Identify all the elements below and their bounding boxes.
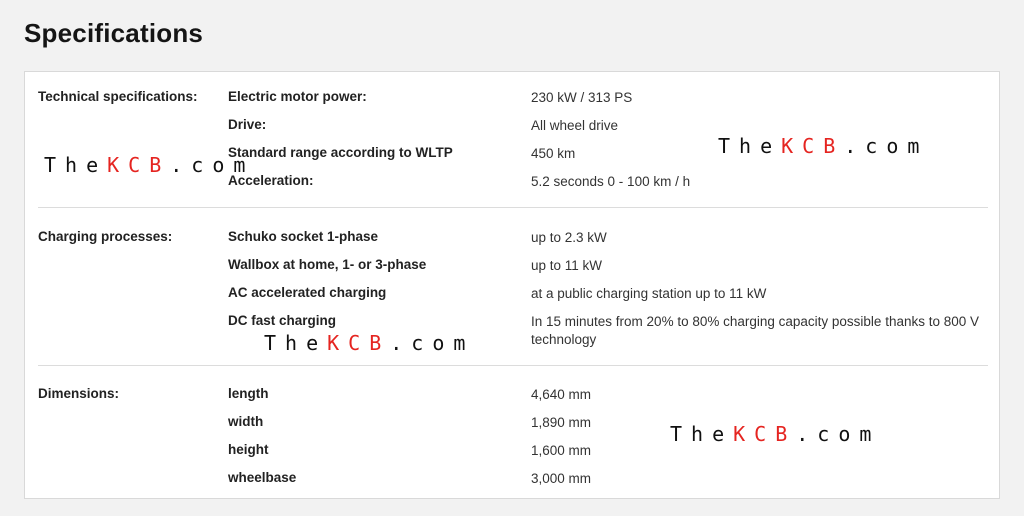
section-label: Technical specifications: <box>38 89 198 104</box>
watermark-text-com: .com <box>796 422 881 446</box>
spec-key: Wallbox at home, 1- or 3-phase <box>228 257 427 272</box>
spec-value: 5.2 seconds 0 - 100 km / h <box>531 174 691 189</box>
spec-key: Acceleration: <box>228 173 314 188</box>
watermark-text-the: The <box>670 422 734 446</box>
spec-key: DC fast charging <box>228 313 337 328</box>
watermark-text-kcb: KCB <box>781 134 845 158</box>
watermark-text-com: .com <box>844 134 929 158</box>
spec-value: at a public charging station up to 11 kW <box>531 286 767 301</box>
spec-key: Drive: <box>228 117 267 132</box>
spec-value: 230 kW / 313 PS <box>531 90 633 105</box>
watermark-text-kcb: KCB <box>733 422 797 446</box>
section-label: Dimensions: <box>38 386 120 401</box>
spec-key: Electric motor power: <box>228 89 367 104</box>
spec-key: wheelbase <box>228 470 297 485</box>
section-divider <box>38 365 988 366</box>
spec-value: 450 km <box>531 146 576 161</box>
watermark-text-com: .com <box>170 153 255 177</box>
spec-key: length <box>228 386 269 401</box>
watermark-text-the: The <box>264 331 328 355</box>
watermark-text-com: .com <box>390 331 475 355</box>
spec-value: 1,600 mm <box>531 443 592 458</box>
spec-key: AC accelerated charging <box>228 285 387 300</box>
page-title: Specifications <box>24 18 204 48</box>
spec-key: Standard range according to WLTP <box>228 145 453 160</box>
spec-value: up to 11 kW <box>531 258 603 273</box>
watermark-logo <box>718 134 928 158</box>
watermark-logo <box>670 422 880 446</box>
spec-key: height <box>228 442 269 457</box>
section-label: Charging processes: <box>38 229 173 244</box>
watermark-text-kcb: KCB <box>107 153 171 177</box>
watermark-logo <box>44 153 254 177</box>
spec-value: 1,890 mm <box>531 415 592 430</box>
spec-value: 4,640 mm <box>531 387 592 402</box>
section-divider <box>38 207 988 208</box>
spec-value: All wheel drive <box>531 118 619 133</box>
watermark-text-the: The <box>44 153 108 177</box>
spec-value: In 15 minutes from 20% to 80% charging capacity possible thanks to 800 V technology <box>531 314 980 347</box>
spec-key: Schuko socket 1-phase <box>228 229 379 244</box>
spec-value: up to 2.3 kW <box>531 230 607 245</box>
watermark-text-the: The <box>718 134 782 158</box>
watermark-text-kcb: KCB <box>327 331 391 355</box>
spec-key: width <box>228 414 264 429</box>
spec-value: 3,000 mm <box>531 471 592 486</box>
watermark-logo <box>264 331 474 355</box>
